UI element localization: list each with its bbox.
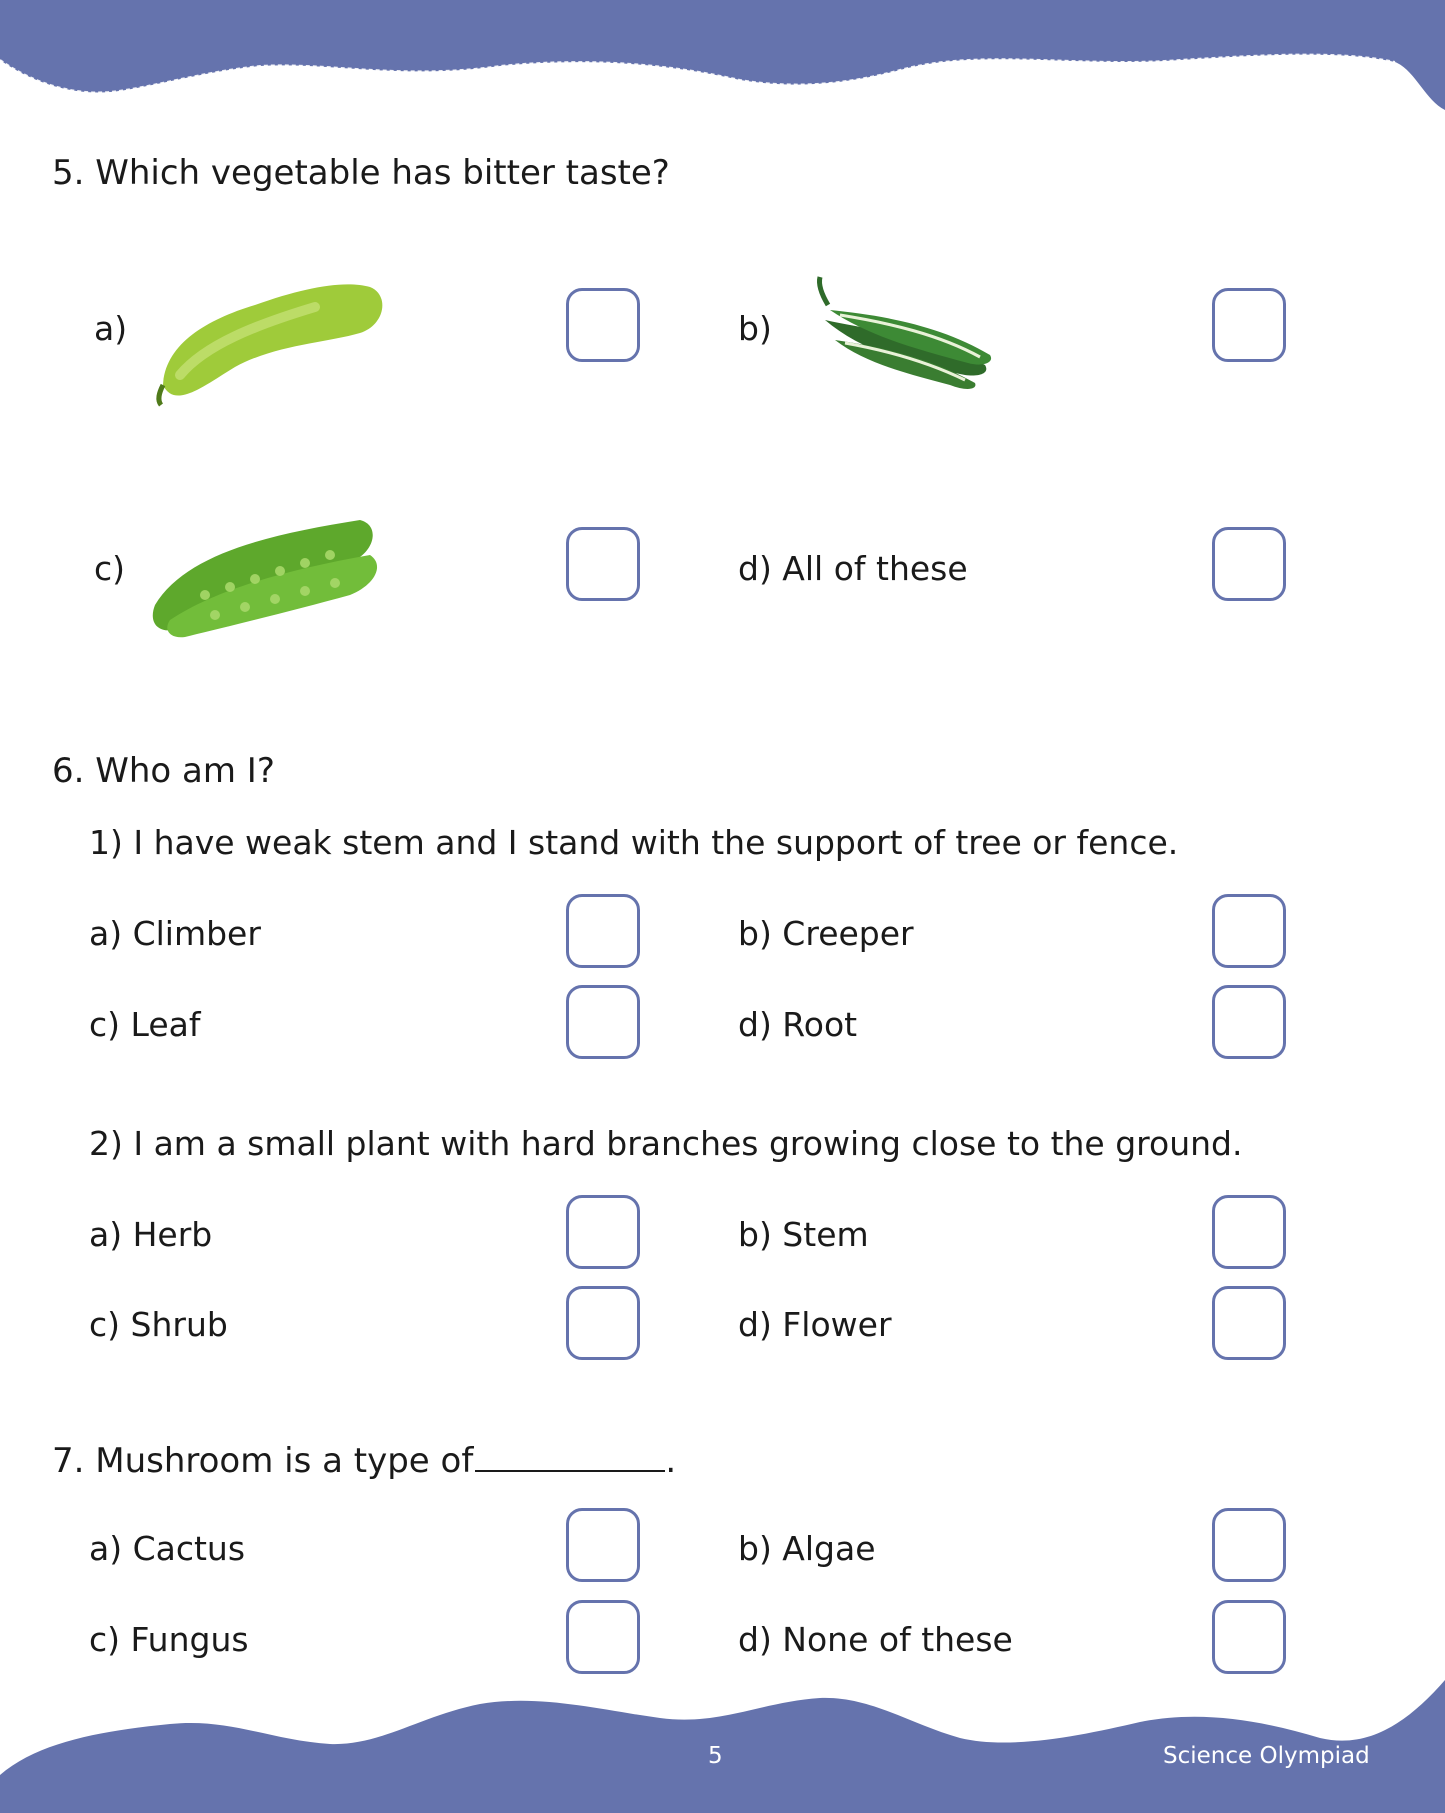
q7-option-a: a) Cactus: [89, 1529, 246, 1568]
q7-option-a-checkbox[interactable]: [566, 1508, 640, 1582]
q6-part1-option-b-checkbox[interactable]: [1212, 894, 1286, 968]
q6-part2-option-a-checkbox[interactable]: [566, 1195, 640, 1269]
question-5-title: 5. Which vegetable has bitter taste?: [52, 153, 670, 193]
q6-part2-option-c-checkbox[interactable]: [566, 1286, 640, 1360]
question-7-title: [52, 1440, 677, 1481]
q6-part2-option-c: c) Shrub: [89, 1305, 228, 1344]
question-6-title: 6. Who am I?: [52, 751, 275, 791]
q7-option-d: d) None of these: [738, 1620, 1013, 1659]
bottle-gourd-image: [145, 225, 390, 430]
q6-part2-option-b: b) Stem: [738, 1215, 869, 1254]
q5-option-a-checkbox[interactable]: [566, 288, 640, 362]
q6-part1-option-d-checkbox[interactable]: [1212, 985, 1286, 1059]
q7-title-text: 7. Mushroom is a type of: [52, 1441, 474, 1481]
q6-part2-prompt: 2) I am a small plant with hard branches growing close to the ground.: [89, 1124, 1243, 1163]
q5-option-c-label: c): [94, 549, 126, 588]
q6-part2-option-d-checkbox[interactable]: [1212, 1286, 1286, 1360]
q6-part2-option-b-checkbox[interactable]: [1212, 1195, 1286, 1269]
q7-option-c-checkbox[interactable]: [566, 1600, 640, 1674]
q5-option-d-checkbox[interactable]: [1212, 527, 1286, 601]
book-title: Science Olympiad: [1163, 1743, 1370, 1769]
q5-option-b-checkbox[interactable]: [1212, 288, 1286, 362]
top-wave-band: [0, 0, 1445, 112]
q6-part1-option-c-checkbox[interactable]: [566, 985, 640, 1059]
q7-option-c: c) Fungus: [89, 1620, 249, 1659]
q6-part1-option-a-checkbox[interactable]: [566, 894, 640, 968]
q7-title-period: .: [665, 1441, 677, 1481]
page-number: 5: [708, 1743, 723, 1769]
snake-gourd-image: [800, 225, 1005, 430]
q6-part1-prompt: 1) I have weak stem and I stand with the support of tree or fence.: [89, 823, 1179, 862]
bitter-gourd-image: [145, 495, 390, 640]
q5-option-b-label: b): [738, 309, 772, 348]
q6-part2-option-d: d) Flower: [738, 1305, 892, 1344]
q6-part1-option-c: c) Leaf: [89, 1005, 201, 1044]
q5-option-a-label: a): [94, 309, 128, 348]
q7-option-d-checkbox[interactable]: [1212, 1600, 1286, 1674]
q6-part2-option-a: a) Herb: [89, 1215, 213, 1254]
q7-answer-blank: [475, 1440, 665, 1472]
q7-option-b: b) Algae: [738, 1529, 876, 1568]
q6-part1-option-d: d) Root: [738, 1005, 858, 1044]
q5-option-d-text: d) All of these: [738, 549, 968, 588]
q5-option-c-checkbox[interactable]: [566, 527, 640, 601]
q7-option-b-checkbox[interactable]: [1212, 1508, 1286, 1582]
q6-part1-option-b: b) Creeper: [738, 914, 914, 953]
q6-part1-option-a: a) Climber: [89, 914, 261, 953]
